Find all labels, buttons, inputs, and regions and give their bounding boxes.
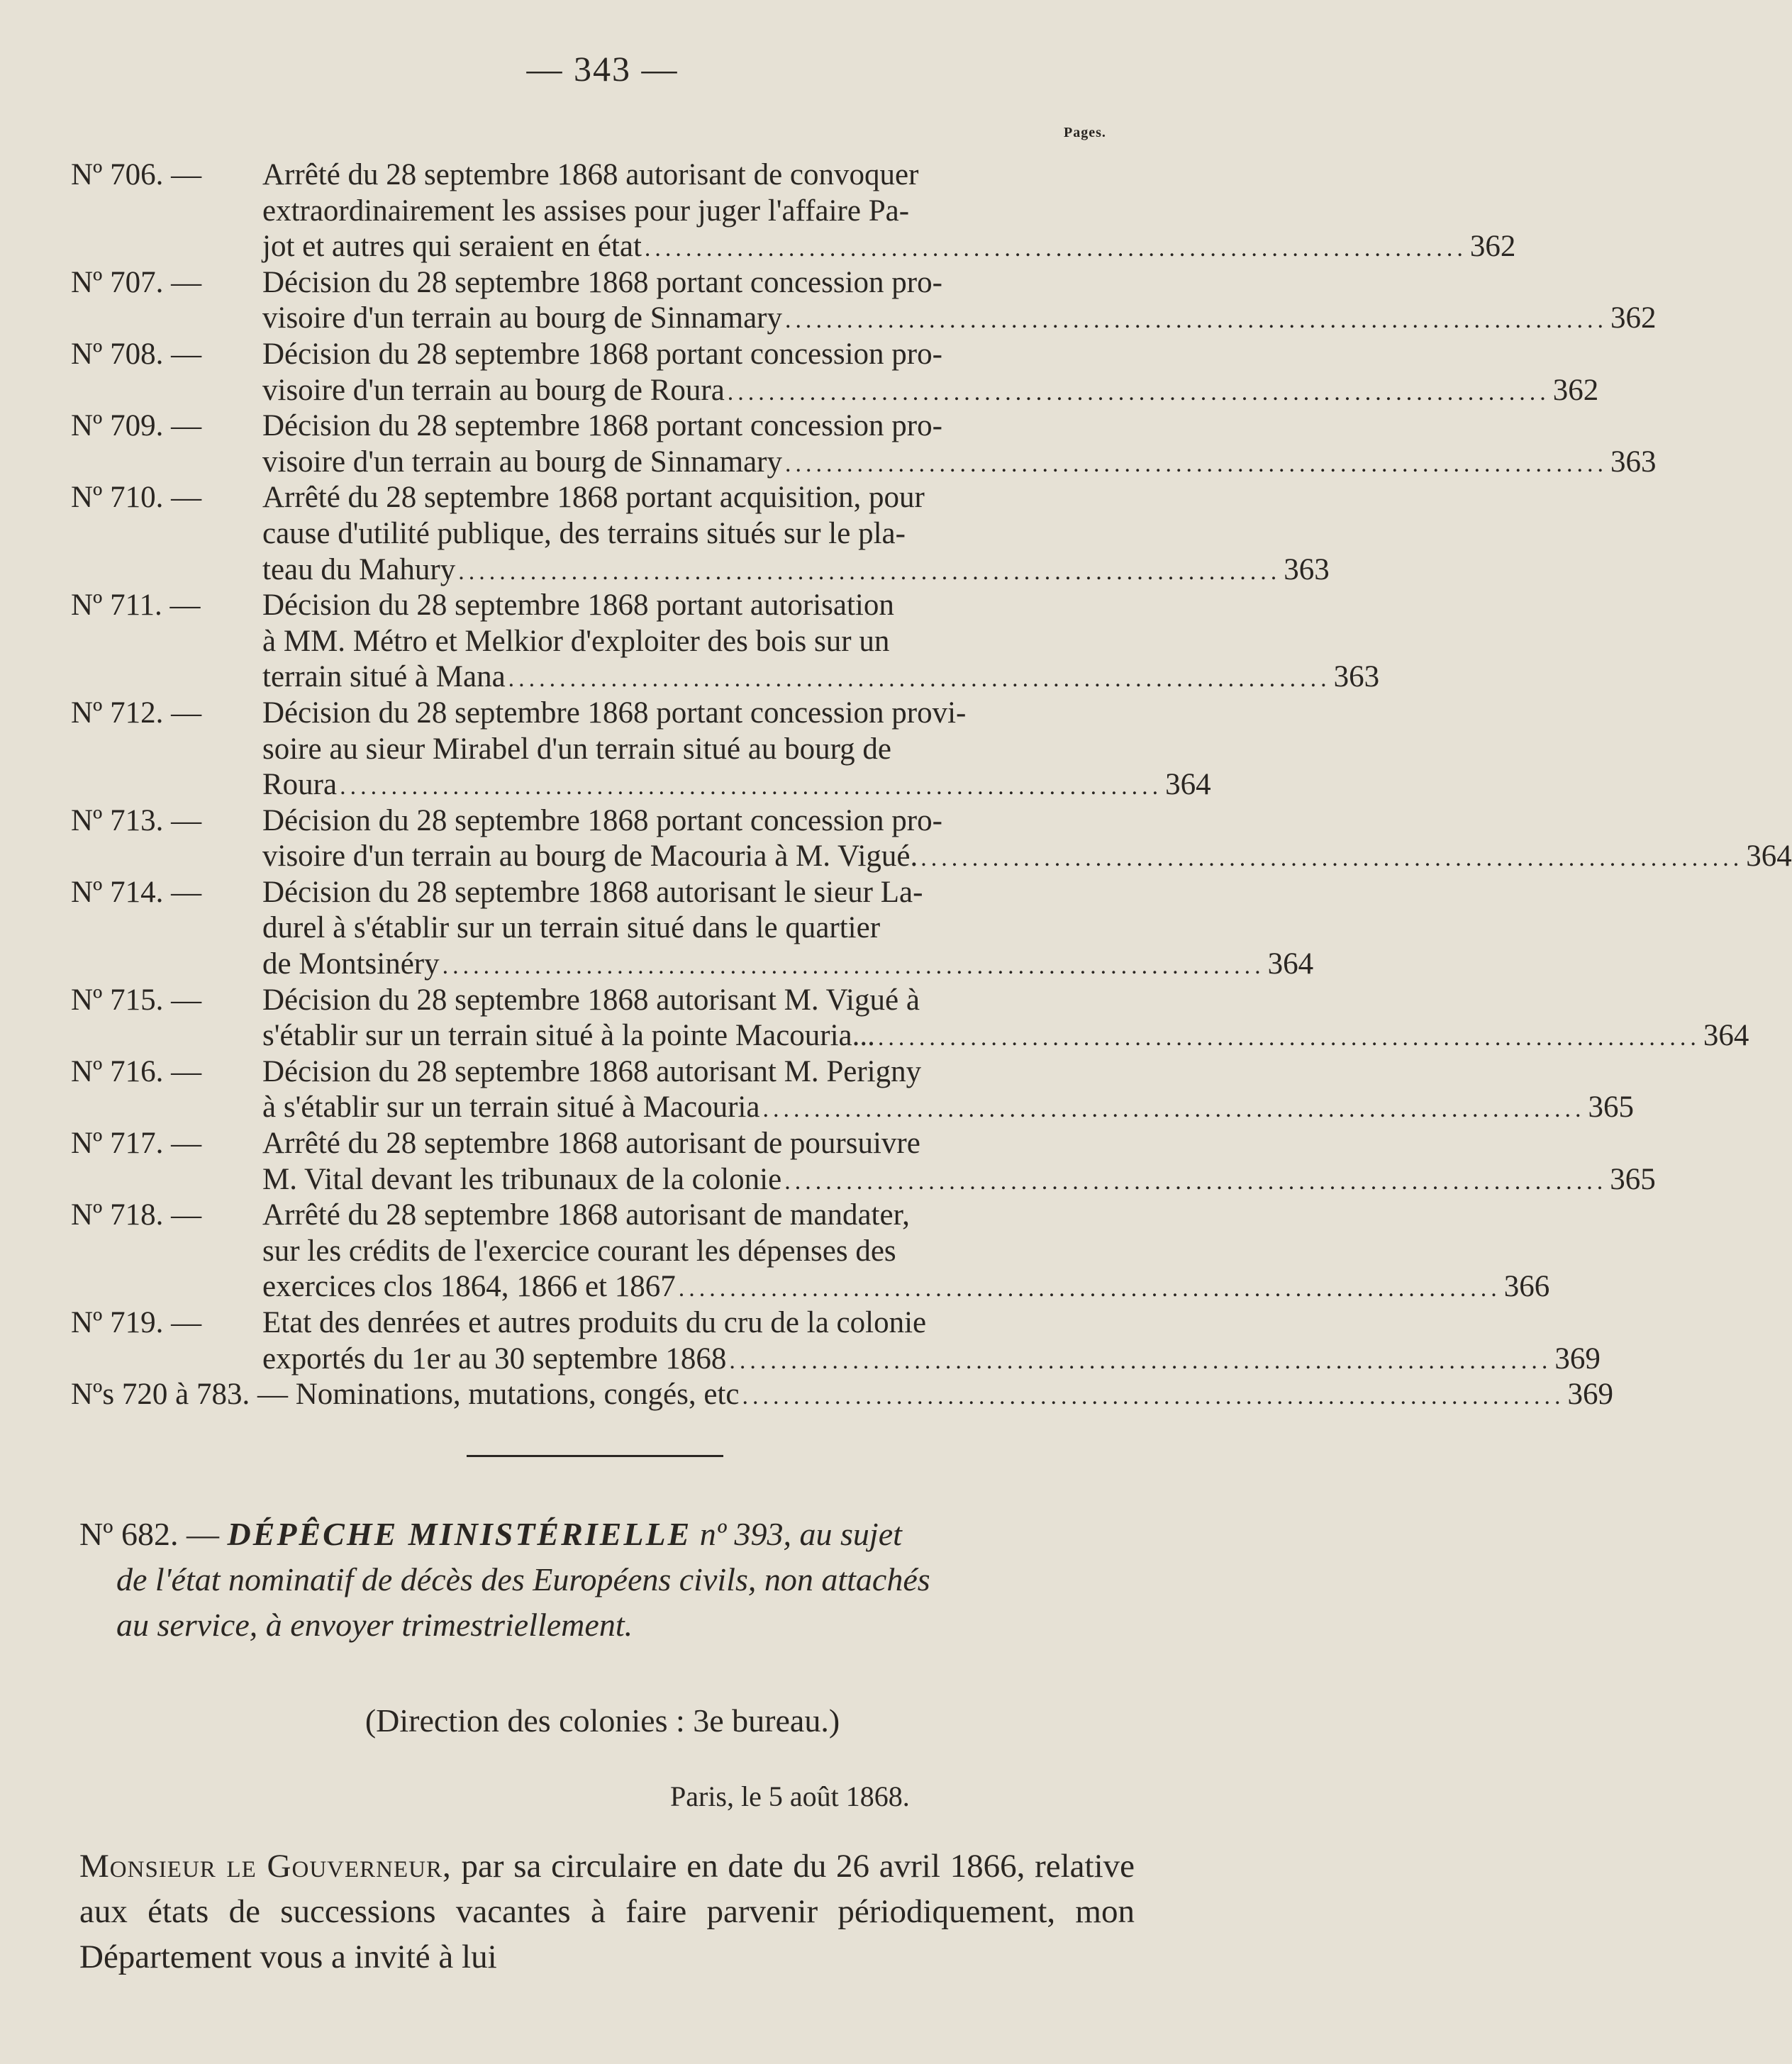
toc-entry-final-line: [262, 1090, 1634, 1126]
body-paragraph: par sa circulaire en date du 26 avril 1866, relative aux états de successions vacantes à faire parvenir périodiquement, mon Département vous a invité à lui: [79, 1848, 1135, 1975]
issuing-direction: (Direction des colonies : 3e bureau.): [364, 1702, 840, 1739]
toc-entry-final-line: [262, 373, 1599, 409]
dot-leader: ................................................................................: [727, 379, 1550, 406]
toc-entry-line: extraordinairement les assises pour juger l'affaire Pa-: [262, 194, 910, 228]
toc-entry-line: Décision du 28 septembre 1868 portant concession provi-: [262, 696, 967, 730]
toc-entry-text: à s'établir sur un terrain situé à Macouria: [262, 1090, 760, 1125]
pages-column-label: Pages.: [1064, 125, 1106, 140]
toc-entry: [71, 337, 1599, 408]
decree-subject-line-2: de l'état nominatif de décès des Européens civils, non attachés: [116, 1561, 930, 1597]
toc-entry: [71, 157, 1516, 265]
toc-entry-line: cause d'utilité publique, des terrains situés sur le pla-: [262, 516, 906, 550]
dot-leader: ................................................................................: [877, 1025, 1701, 1051]
dot-leader: ................................................................................: [442, 953, 1265, 980]
dot-leader: ................................................................................: [678, 1276, 1501, 1302]
toc-entry-line: Décision du 28 septembre 1868 autorisant M. Vigué à: [262, 983, 920, 1017]
toc-entry: [71, 408, 1657, 480]
toc-entry: [71, 1305, 1601, 1377]
toc-entry: [71, 983, 1749, 1054]
toc-entries: [71, 157, 1792, 1413]
toc-entry-final-line: [262, 445, 1657, 481]
toc-page-number: 363: [1610, 445, 1657, 479]
salutation: Monsieur le Gouverneur,: [79, 1848, 452, 1885]
toc-entry-text: s'établir sur un terrain situé à la pointe Macouria...: [262, 1019, 875, 1053]
dot-leader: ................................................................................: [729, 1347, 1552, 1374]
toc-entry-line: Décision du 28 septembre 1868 autorisant le sieur La-: [262, 875, 923, 909]
toc-entry: [71, 1198, 1550, 1305]
toc-page-number: 364: [1267, 947, 1314, 981]
toc-entry-number: Nº 717. —: [71, 1127, 202, 1161]
toc-entry: [71, 1126, 1656, 1198]
toc-entry-final-line: [262, 1018, 1749, 1054]
toc-entry-text: terrain situé à Mana: [262, 660, 506, 694]
toc-entry-text: exercices clos 1864, 1866 et 1867: [262, 1270, 676, 1304]
toc-entry-final-line: [262, 1341, 1601, 1378]
toc-entry-final-line: [71, 1377, 1613, 1413]
toc-entry-number: Nº 711. —: [71, 588, 201, 623]
toc-entry: [71, 875, 1314, 983]
toc-page-number: 369: [1567, 1378, 1613, 1412]
dot-leader: ................................................................................: [785, 307, 1608, 334]
toc-entry-number: Nº 715. —: [71, 983, 202, 1017]
toc-entry-number: Nº 710. —: [71, 481, 202, 515]
toc-page-number: 366: [1503, 1270, 1550, 1304]
table-of-contents: [71, 157, 1792, 1413]
toc-entry: [71, 1377, 1613, 1413]
toc-entry-final-line: [262, 947, 1314, 983]
toc-entry-text: visoire d'un terrain au bourg de Sinnamary: [262, 445, 782, 479]
dot-leader: ................................................................................: [784, 1168, 1608, 1195]
toc-entry: [71, 265, 1657, 337]
toc-entry-line: Arrêté du 28 septembre 1868 autorisant de mandater,: [262, 1198, 910, 1232]
dot-leader: ................................................................................: [340, 774, 1163, 801]
toc-entry-line: Arrêté du 28 septembre 1868 autorisant de convoquer: [262, 158, 919, 191]
toc-entry-text: jot et autres qui seraient en état: [262, 230, 642, 264]
toc-entry-number: Nº 707. —: [71, 265, 202, 299]
toc-entry-line: Arrêté du 28 septembre 1868 portant acquisition, pour: [262, 481, 925, 515]
toc-page-number: 363: [1284, 552, 1330, 586]
toc-page-number: 364: [1703, 1019, 1749, 1053]
toc-entry-text: M. Vital devant les tribunaux de la colonie: [262, 1162, 782, 1196]
dot-leader: ................................................................................: [742, 1383, 1565, 1410]
toc-entry-final-line: [262, 1162, 1656, 1198]
toc-entry-text: visoire d'un terrain au bourg de Roura: [262, 373, 725, 407]
toc-entry-final-line: [262, 552, 1330, 588]
toc-entry-text: visoire d'un terrain au bourg de Macouria à M. Vigué.: [262, 839, 918, 874]
decree-subject-line-3: au service, à envoyer trimestriellement.: [116, 1607, 633, 1643]
toc-entry-final-line: [262, 301, 1657, 337]
toc-entry-final-line: [262, 767, 1211, 803]
toc-entry-text: teau du Mahury: [262, 552, 456, 586]
toc-entry: [71, 588, 1380, 696]
toc-entry-line: Décision du 28 septembre 1868 autorisant M. Perigny: [262, 1054, 922, 1088]
toc-entry-number: Nº 719. —: [71, 1306, 202, 1339]
toc-page-number: 362: [1610, 301, 1657, 335]
dateline: Paris, le 5 août 1868.: [670, 1780, 910, 1812]
toc-entry-line: Décision du 28 septembre 1868 portant concession pro-: [262, 409, 942, 443]
toc-page-number: 364: [1165, 768, 1211, 802]
page-number: — 343 —: [526, 49, 679, 89]
toc-entry-text: exportés du 1er au 30 septembre 1868: [262, 1341, 727, 1376]
toc-entry-line: Arrêté du 28 septembre 1868 autorisant de poursuivre: [262, 1127, 920, 1161]
section-divider: [467, 1455, 723, 1457]
letter-body: [79, 1843, 1135, 1980]
toc-entry-text: de Montsinéry: [262, 947, 440, 981]
toc-page-number: 369: [1554, 1341, 1601, 1376]
toc-entry-text: Nºs 720 à 783. — Nominations, mutations, congés, etc: [71, 1378, 740, 1412]
toc-entry-final-line: [262, 229, 1516, 265]
toc-entry-final-line: [262, 839, 1792, 875]
toc-page-number: 364: [1746, 839, 1792, 874]
toc-entry: [71, 480, 1330, 588]
toc-entry-number: Nº 712. —: [71, 696, 202, 730]
toc-entry-line: à MM. Métro et Melkior d'exploiter des bois sur un: [262, 624, 890, 658]
toc-entry-number: Nº 713. —: [71, 803, 202, 837]
toc-entry-number: Nº 706. —: [71, 158, 202, 191]
toc-entry-number: Nº 718. —: [71, 1198, 202, 1232]
toc-entry-line: durel à s'établir sur un terrain situé dans le quartier: [262, 911, 881, 945]
toc-entry: [71, 696, 1211, 803]
dot-leader: ................................................................................: [508, 666, 1331, 693]
dot-leader: ................................................................................: [644, 235, 1467, 262]
toc-entry-number: Nº 709. —: [71, 409, 202, 443]
toc-entry-text: Roura: [262, 768, 338, 802]
toc-page-number: 365: [1610, 1162, 1656, 1196]
toc-entry-line: Décision du 28 septembre 1868 portant concession pro-: [262, 265, 942, 299]
dot-leader: ................................................................................: [762, 1096, 1586, 1123]
toc-entry-line: soire au sieur Mirabel d'un terrain situé au bourg de: [262, 732, 892, 766]
decree-subject-line-1: au sujet: [799, 1516, 902, 1552]
decree-number: Nº 682. —: [79, 1516, 219, 1552]
decree-reference: nº 393,: [699, 1516, 792, 1552]
toc-page-number: 363: [1333, 660, 1380, 694]
toc-entry-final-line: [262, 1269, 1550, 1305]
dot-leader: ................................................................................: [458, 558, 1281, 585]
toc-entry-text: visoire d'un terrain au bourg de Sinnamary: [262, 301, 782, 335]
toc-entry-final-line: [262, 659, 1380, 696]
toc-entry-number: Nº 716. —: [71, 1054, 202, 1088]
toc-entry-line: Décision du 28 septembre 1868 portant concession pro-: [262, 803, 942, 837]
toc-entry: [71, 803, 1792, 875]
dot-leader: ................................................................................: [785, 450, 1608, 477]
toc-page-number: 362: [1469, 230, 1516, 264]
dot-leader: ................................................................................: [920, 845, 1744, 872]
toc-entry-line: sur les crédits de l'exercice courant les dépenses des: [262, 1234, 896, 1268]
toc-page-number: 365: [1588, 1090, 1634, 1125]
toc-entry-number: Nº 714. —: [71, 875, 202, 909]
toc-entry: [71, 1054, 1634, 1126]
toc-entry-line: Décision du 28 septembre 1868 portant autorisation: [262, 588, 894, 623]
decree-heading: [79, 1512, 1135, 1648]
toc-entry-line: Etat des denrées et autres produits du cru de la colonie: [262, 1306, 927, 1339]
toc-entry-number: Nº 708. —: [71, 337, 202, 371]
toc-page-number: 362: [1552, 373, 1599, 407]
decree-title: DÉPÊCHE MINISTÉRIELLE: [227, 1516, 692, 1552]
toc-entry-line: Décision du 28 septembre 1868 portant concession pro-: [262, 337, 942, 371]
